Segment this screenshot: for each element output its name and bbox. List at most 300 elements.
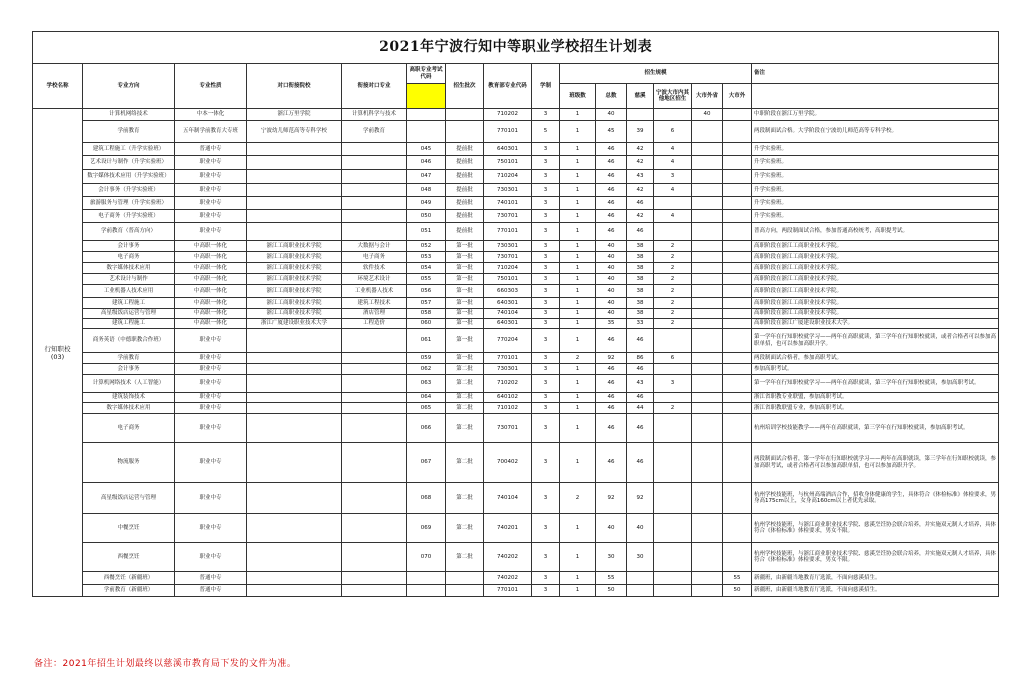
cell-cixi: 42 (627, 184, 654, 197)
cell-exam-code: 045 (407, 143, 446, 156)
cell-nature: 职业中专 (175, 514, 247, 543)
cell-classes: 1 (560, 263, 596, 274)
header-outside-prov: 大市外省 (692, 84, 723, 109)
cell-cixi: 42 (627, 143, 654, 156)
cell-outside-prov (692, 170, 723, 184)
cell-outside-prov: 40 (692, 109, 723, 121)
cell-note: 杭州学校技能班，与浙江商业职业技术学院、慈溪烹饪协会联合培养，并实施双元制人才培养，具体符合《体检标准》体检要求，男女不限。 (752, 543, 999, 572)
cell-years: 3 (532, 364, 560, 375)
cell-partner-major: 软件技术 (342, 263, 407, 274)
cell-cixi: 38 (627, 274, 654, 285)
cell-years: 3 (532, 184, 560, 197)
table-row (33, 210, 999, 223)
cell-major: 电子商务（升学实验班） (83, 210, 175, 223)
cell-total: 40 (596, 309, 627, 319)
cell-major: 建筑工程施工（升学实验班） (83, 143, 175, 156)
cell-batch: 提前批 (446, 156, 484, 170)
cell-major: 西餐烹饪 (83, 543, 175, 572)
table-row (33, 241, 999, 252)
cell-outside-prov (692, 375, 723, 393)
cell-outside (723, 241, 752, 252)
cell-years: 3 (532, 329, 560, 353)
cell-years: 3 (532, 483, 560, 514)
cell-classes: 1 (560, 309, 596, 319)
cell-classes: 1 (560, 414, 596, 443)
header-cixi: 慈溪 (627, 84, 654, 109)
cell-major: 数字媒体技术应用 (83, 263, 175, 274)
header-notes: 备注 (752, 64, 999, 84)
table-row (33, 263, 999, 274)
cell-classes: 2 (560, 483, 596, 514)
cell-classes: 1 (560, 121, 596, 143)
cell-nb-city (654, 109, 692, 121)
cell-exam-code: 061 (407, 329, 446, 353)
cell-outside-prov (692, 319, 723, 329)
cell-years: 3 (532, 170, 560, 184)
cell-nb-city: 2 (654, 319, 692, 329)
cell-major: 电子商务 (83, 252, 175, 263)
cell-partner (247, 364, 342, 375)
cell-outside-prov (692, 443, 723, 483)
header-major: 专业方向 (83, 64, 175, 109)
cell-partner: 宁波幼儿师范高等专科学校 (247, 121, 342, 143)
cell-note: 两段制面试合格者，参加高职考试。 (752, 353, 999, 364)
cell-nb-city (654, 364, 692, 375)
cell-exam-code: 067 (407, 443, 446, 483)
cell-total: 40 (596, 252, 627, 263)
header-plan: 招生规模 (560, 64, 752, 84)
cell-major-code: 740101 (484, 197, 532, 210)
cell-nature: 职业中专 (175, 543, 247, 572)
cell-batch: 提前批 (446, 223, 484, 241)
cell-exam-code: 070 (407, 543, 446, 572)
cell-outside (723, 309, 752, 319)
cell-outside (723, 364, 752, 375)
cell-total: 46 (596, 403, 627, 414)
cell-nature: 职业中专 (175, 184, 247, 197)
cell-partner: 浙江工商职业技术学院 (247, 298, 342, 309)
cell-note: 高职阶段在浙江工商职业技术学院。 (752, 298, 999, 309)
cell-batch: 第二批 (446, 414, 484, 443)
cell-exam-code (407, 572, 446, 585)
cell-exam-code: 060 (407, 319, 446, 329)
cell-years: 3 (532, 285, 560, 298)
header-partner: 对口衔接院校 (247, 64, 342, 109)
cell-nature: 中高职一体化 (175, 285, 247, 298)
cell-outside-prov (692, 274, 723, 285)
cell-major-code: 710102 (484, 403, 532, 414)
cell-nb-city (654, 393, 692, 403)
cell-outside (723, 414, 752, 443)
cell-cixi: 39 (627, 121, 654, 143)
cell-exam-code: 069 (407, 514, 446, 543)
cell-cixi: 40 (627, 514, 654, 543)
cell-batch: 第二批 (446, 443, 484, 483)
cell-partner (247, 393, 342, 403)
cell-major-code: 770101 (484, 121, 532, 143)
cell-outside (723, 252, 752, 263)
cell-note: 升学实验班。 (752, 156, 999, 170)
cell-batch: 第一批 (446, 353, 484, 364)
cell-batch: 第二批 (446, 483, 484, 514)
cell-outside (723, 329, 752, 353)
cell-partner (247, 483, 342, 514)
cell-partner-major (342, 403, 407, 414)
cell-total: 46 (596, 393, 627, 403)
cell-classes: 1 (560, 197, 596, 210)
cell-exam-code: 065 (407, 403, 446, 414)
cell-batch: 第一批 (446, 319, 484, 329)
cell-cixi: 42 (627, 156, 654, 170)
cell-note: 升学实验班。 (752, 170, 999, 184)
table-body (33, 109, 999, 597)
cell-nature: 中本一体化 (175, 109, 247, 121)
cell-outside-prov (692, 393, 723, 403)
cell-major: 高星级饭店运营与管理 (83, 309, 175, 319)
cell-note: 两段制面试合格者，第一学年在行知职校就学习——两年在高职就读，第三学年在行知职校就读，参加高职考试，或者合格者可以参加高职单招，也可以参加高职升学。 (752, 443, 999, 483)
cell-exam-code: 057 (407, 298, 446, 309)
cell-nature: 中高职一体化 (175, 309, 247, 319)
cell-classes: 2 (560, 353, 596, 364)
cell-nature: 职业中专 (175, 364, 247, 375)
cell-partner (247, 184, 342, 197)
cell-major-code: 770101 (484, 353, 532, 364)
header-major-code: 教育部专业代码 (484, 64, 532, 109)
cell-total: 40 (596, 514, 627, 543)
cell-outside (723, 263, 752, 274)
cell-partner: 浙江工商职业技术学院 (247, 241, 342, 252)
cell-nb-city: 2 (654, 252, 692, 263)
cell-classes: 1 (560, 585, 596, 597)
highlight-cell (407, 84, 446, 109)
cell-outside (723, 285, 752, 298)
cell-major-code: 750101 (484, 274, 532, 285)
cell-outside-prov (692, 309, 723, 319)
header-notes-blank (752, 84, 999, 109)
table-row (33, 403, 999, 414)
cell-cixi: 46 (627, 393, 654, 403)
cell-major-code: 740104 (484, 483, 532, 514)
cell-nb-city (654, 514, 692, 543)
cell-nb-city (654, 543, 692, 572)
cell-classes: 1 (560, 241, 596, 252)
cell-outside (723, 319, 752, 329)
cell-classes: 1 (560, 223, 596, 241)
cell-years: 3 (532, 319, 560, 329)
cell-outside (723, 514, 752, 543)
cell-note: 新疆班，由新疆当地教育厅选派，不面向慈溪招生。 (752, 585, 999, 597)
cell-outside-prov (692, 353, 723, 364)
cell-classes: 1 (560, 393, 596, 403)
cell-classes: 1 (560, 210, 596, 223)
cell-note: 高职阶段在浙江工商职业技术学院。 (752, 263, 999, 274)
cell-partner-major (342, 375, 407, 393)
header-batch: 招生批次 (446, 64, 484, 109)
cell-outside (723, 223, 752, 241)
cell-classes: 1 (560, 298, 596, 309)
cell-major-code: 730701 (484, 414, 532, 443)
cell-partner-major (342, 585, 407, 597)
cell-partner-major: 电子商务 (342, 252, 407, 263)
cell-nature: 职业中专 (175, 375, 247, 393)
cell-nature: 职业中专 (175, 353, 247, 364)
cell-years: 3 (532, 143, 560, 156)
cell-partner-major: 学前教育 (342, 121, 407, 143)
cell-partner (247, 543, 342, 572)
cell-batch: 第二批 (446, 375, 484, 393)
table-row (33, 170, 999, 184)
cell-batch (446, 109, 484, 121)
cell-exam-code: 062 (407, 364, 446, 375)
cell-note: 杭州学校技能班，与浙江商业职业技术学院、慈溪烹饪协会联合培养，并实施双元制人才培养，具体符合《体检标准》体检要求，男女不限。 (752, 514, 999, 543)
cell-partner: 浙江工商职业技术学院 (247, 309, 342, 319)
cell-total: 50 (596, 585, 627, 597)
cell-note: 参加高职考试。 (752, 364, 999, 375)
school-code: (03) (50, 352, 65, 361)
cell-major-code: 730301 (484, 364, 532, 375)
table-row (33, 443, 999, 483)
cell-outside-prov (692, 252, 723, 263)
cell-classes: 1 (560, 319, 596, 329)
cell-partner (247, 585, 342, 597)
cell-outside-prov (692, 121, 723, 143)
cell-partner-major: 环境艺术设计 (342, 274, 407, 285)
cell-partner-major (342, 353, 407, 364)
cell-total: 46 (596, 197, 627, 210)
cell-nb-city: 2 (654, 285, 692, 298)
cell-outside-prov (692, 223, 723, 241)
table-row (33, 514, 999, 543)
header-outside: 大市外 (723, 84, 752, 109)
cell-major: 会计事务 (83, 241, 175, 252)
table-row (33, 274, 999, 285)
table-row (33, 364, 999, 375)
cell-partner (247, 210, 342, 223)
cell-outside-prov (692, 572, 723, 585)
table-row (33, 329, 999, 353)
cell-total: 46 (596, 143, 627, 156)
cell-note: 浙江省职教联盟专业，参加高职考试。 (752, 403, 999, 414)
cell-cixi: 42 (627, 210, 654, 223)
cell-batch: 第一批 (446, 252, 484, 263)
table-row (33, 319, 999, 329)
cell-outside-prov (692, 156, 723, 170)
cell-nb-city: 4 (654, 156, 692, 170)
cell-major-code: 730701 (484, 210, 532, 223)
school-name-cell (33, 109, 83, 597)
cell-partner (247, 329, 342, 353)
cell-total: 46 (596, 329, 627, 353)
cell-nature: 职业中专 (175, 170, 247, 184)
cell-note: 高职阶段在浙江广厦建设职业技术大学。 (752, 319, 999, 329)
cell-major-code: 710204 (484, 170, 532, 184)
cell-major-code: 730301 (484, 241, 532, 252)
cell-outside: 50 (723, 585, 752, 597)
cell-major: 建筑工程施工 (83, 319, 175, 329)
cell-classes: 1 (560, 285, 596, 298)
cell-exam-code: 049 (407, 197, 446, 210)
cell-nature: 职业中专 (175, 393, 247, 403)
cell-note: 第一学年在行知职校就学习——两年在高职就读，第三学年在行知职校就读，参加高职考试。 (752, 375, 999, 393)
cell-outside (723, 156, 752, 170)
cell-major: 学前教育（新疆班） (83, 585, 175, 597)
table-row (33, 298, 999, 309)
cell-batch: 第二批 (446, 403, 484, 414)
cell-cixi: 43 (627, 375, 654, 393)
cell-outside (723, 375, 752, 393)
cell-outside-prov (692, 543, 723, 572)
cell-batch: 第二批 (446, 364, 484, 375)
cell-nb-city: 3 (654, 170, 692, 184)
cell-nb-city: 2 (654, 274, 692, 285)
cell-exam-code: 048 (407, 184, 446, 197)
cell-nature: 普通中专 (175, 143, 247, 156)
cell-batch: 第二批 (446, 543, 484, 572)
cell-nature: 普通中专 (175, 572, 247, 585)
cell-exam-code: 047 (407, 170, 446, 184)
cell-partner (247, 223, 342, 241)
cell-partner-major (342, 210, 407, 223)
cell-outside (723, 210, 752, 223)
cell-classes: 1 (560, 184, 596, 197)
cell-total: 46 (596, 156, 627, 170)
cell-exam-code: 058 (407, 309, 446, 319)
cell-classes: 1 (560, 543, 596, 572)
cell-major-code: 660303 (484, 285, 532, 298)
cell-outside (723, 121, 752, 143)
table-row (33, 543, 999, 572)
cell-classes: 1 (560, 514, 596, 543)
cell-total: 35 (596, 319, 627, 329)
cell-years: 3 (532, 514, 560, 543)
cell-years: 3 (532, 309, 560, 319)
cell-note: 升学实验班。 (752, 197, 999, 210)
cell-partner (247, 353, 342, 364)
cell-note: 普高方向，两段制面试合格，参加普通高校统考，高职提考试。 (752, 223, 999, 241)
cell-cixi: 43 (627, 170, 654, 184)
cell-years: 3 (532, 210, 560, 223)
cell-partner (247, 197, 342, 210)
cell-batch: 第一批 (446, 241, 484, 252)
cell-classes: 1 (560, 143, 596, 156)
header-nb-city: 宁波大市内其他地区招生 (654, 84, 692, 109)
cell-major: 数字媒体技术应用（升学实验班） (83, 170, 175, 184)
cell-total: 46 (596, 223, 627, 241)
cell-outside-prov (692, 403, 723, 414)
table-row (33, 483, 999, 514)
cell-cixi: 46 (627, 414, 654, 443)
cell-batch: 第一批 (446, 298, 484, 309)
cell-exam-code: 046 (407, 156, 446, 170)
cell-partner-major (342, 197, 407, 210)
cell-nb-city: 3 (654, 375, 692, 393)
cell-batch (446, 121, 484, 143)
table-row (33, 285, 999, 298)
cell-note: 新疆班，由新疆当地教育厅选派，不面向慈溪招生。 (752, 572, 999, 585)
cell-outside (723, 393, 752, 403)
cell-total: 46 (596, 414, 627, 443)
cell-nature: 中高职一体化 (175, 252, 247, 263)
cell-cixi: 46 (627, 443, 654, 483)
cell-partner (247, 514, 342, 543)
cell-years: 3 (532, 393, 560, 403)
cell-nature: 中高职一体化 (175, 263, 247, 274)
cell-partner-major: 酒店管理 (342, 309, 407, 319)
header-partner-major: 衔接对口专业 (342, 64, 407, 109)
cell-nature: 职业中专 (175, 414, 247, 443)
cell-nature: 职业中专 (175, 197, 247, 210)
cell-nb-city (654, 443, 692, 483)
table-row (33, 252, 999, 263)
cell-partner-major (342, 329, 407, 353)
cell-nb-city: 2 (654, 298, 692, 309)
cell-major: 商务英语（中德职教合作班） (83, 329, 175, 353)
cell-major: 会计事务（升学实验班） (83, 184, 175, 197)
cell-major: 学前教育（普高方向） (83, 223, 175, 241)
cell-major-code: 700402 (484, 443, 532, 483)
cell-major-code: 710204 (484, 263, 532, 274)
cell-major: 中餐烹饪 (83, 514, 175, 543)
cell-nb-city: 2 (654, 241, 692, 252)
cell-outside (723, 443, 752, 483)
cell-major: 建筑工程施工 (83, 298, 175, 309)
table-row (33, 197, 999, 210)
cell-partner-major (342, 184, 407, 197)
cell-nature: 普通中专 (175, 585, 247, 597)
cell-major-code: 730301 (484, 184, 532, 197)
cell-note: 浙江省职教专业联盟，参加高职考试。 (752, 393, 999, 403)
cell-batch: 第一批 (446, 263, 484, 274)
cell-classes: 1 (560, 364, 596, 375)
page-title: 2021年宁波行知中等职业学校招生计划表 (33, 32, 999, 64)
cell-major-code: 640102 (484, 393, 532, 403)
cell-nature: 职业中专 (175, 329, 247, 353)
cell-cixi: 33 (627, 319, 654, 329)
table-row (33, 309, 999, 319)
cell-outside-prov (692, 298, 723, 309)
cell-total: 46 (596, 364, 627, 375)
cell-partner: 浙江工商职业技术学院 (247, 263, 342, 274)
cell-years: 3 (532, 375, 560, 393)
cell-partner-major: 工程造价 (342, 319, 407, 329)
cell-cixi: 46 (627, 223, 654, 241)
cell-years: 3 (532, 156, 560, 170)
cell-exam-code: 052 (407, 241, 446, 252)
cell-total: 40 (596, 274, 627, 285)
cell-note: 第一学年在行知职校就学习——两年在高职就读，第三学年在行知职校就读，或者合格者可以参加高职单招，也可以参加高职升学。 (752, 329, 999, 353)
cell-years: 3 (532, 403, 560, 414)
cell-nb-city: 2 (654, 263, 692, 274)
cell-exam-code: 066 (407, 414, 446, 443)
cell-classes: 1 (560, 443, 596, 483)
cell-nb-city: 4 (654, 143, 692, 156)
cell-batch: 第二批 (446, 393, 484, 403)
cell-batch: 提前批 (446, 197, 484, 210)
cell-nb-city (654, 329, 692, 353)
cell-partner-major: 建筑工程技术 (342, 298, 407, 309)
cell-years: 3 (532, 109, 560, 121)
cell-total: 40 (596, 263, 627, 274)
cell-classes: 1 (560, 403, 596, 414)
cell-nature: 中高职一体化 (175, 298, 247, 309)
cell-cixi: 92 (627, 483, 654, 514)
cell-outside (723, 197, 752, 210)
cell-classes: 1 (560, 329, 596, 353)
cell-nature: 职业中专 (175, 210, 247, 223)
cell-batch: 提前批 (446, 170, 484, 184)
cell-outside-prov (692, 241, 723, 252)
cell-partner (247, 143, 342, 156)
